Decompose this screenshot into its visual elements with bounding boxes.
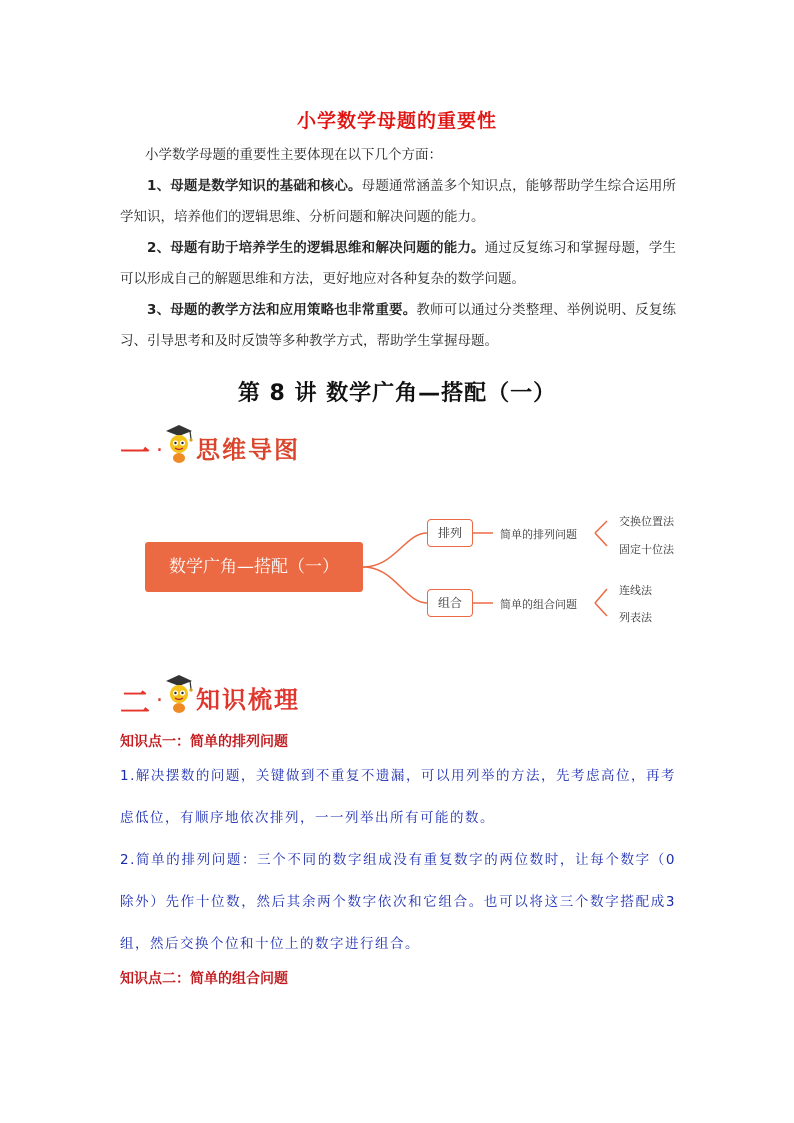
intro-point-1 (120, 171, 676, 233)
mindmap-leaf: 连线法 (619, 584, 652, 597)
section-dot: . (156, 432, 163, 457)
section-header-mindmap (120, 422, 340, 471)
mindmap (140, 495, 700, 635)
mindmap-leaf: 交换位置法 (619, 515, 674, 528)
mindmap-root: 数学广角—搭配（一） (145, 542, 363, 592)
mindmap-leaf: 固定十位法 (619, 543, 674, 556)
scholar-mascot-icon (162, 422, 196, 464)
section-label: 知识梳理 (196, 685, 300, 714)
intro-lead: 小学数学母题的重要性主要体现在以下几个方面： (145, 147, 442, 163)
section-number: 一 (120, 436, 148, 471)
point-text: 通过反复练习和掌握母题，学生可以形成自己的解题思维和方法，更好地应对各种复杂的数学问题。 (120, 240, 676, 287)
mindmap-leaf: 列表法 (619, 611, 652, 624)
intro-point-3 (120, 295, 676, 357)
intro-point-2 (120, 233, 676, 295)
intro-title: 小学数学母题的重要性 (296, 110, 497, 132)
knowledge-point-1-title: 知识点一：简单的排列问题 (120, 734, 288, 750)
knowledge-point-1-para-1: 1.解决摆数的问题，关键做到不重复不遗漏，可以用列举的方法，先考虑高位，再考虑低位，有顺序地依次排列，一一列举出所有可能的数。 (120, 768, 676, 826)
point-bold: 1、母题是数学知识的基础和核心。 (147, 178, 362, 194)
point-bold: 3、母题的教学方法和应用策略也非常重要。 (147, 302, 417, 318)
section-number: 二 (120, 686, 148, 721)
scholar-mascot-icon (162, 672, 196, 714)
section-header-knowledge (120, 672, 340, 721)
section-label: 思维导图 (196, 435, 300, 464)
mindmap-topic-zuhe: 简单的组合问题 (500, 598, 577, 611)
knowledge-point-2-title: 知识点二：简单的组合问题 (120, 971, 288, 987)
mindmap-node-pailie: 排列 (427, 519, 473, 547)
lecture-title: 第 8 讲 数学广角—搭配（一） (237, 381, 557, 406)
mindmap-node-zuhe: 组合 (427, 589, 473, 617)
mindmap-topic-pailie: 简单的排列问题 (500, 528, 577, 541)
point-bold: 2、母题有助于培养学生的逻辑思维和解决问题的能力。 (147, 240, 485, 256)
knowledge-point-1-para-2: 2.简单的排列问题：三个不同的数字组成没有重复数字的两位数时，让每个数字（0除外）先作十位数，然后其余两个数字依次和它组合。也可以将这三个数字搭配成3组，然后交换个位和十位上的数字进行组合。 (120, 852, 676, 952)
section-dot: . (156, 682, 163, 707)
point-text: 母题通常涵盖多个知识点，能够帮助学生综合运用所学知识，培养他们的逻辑思维、分析问题和解决问题的能力。 (120, 178, 676, 225)
point-text: 教师可以通过分类整理、举例说明、反复练习、引导思考和及时反馈等多种教学方式，帮助学生掌握母题。 (120, 302, 676, 349)
